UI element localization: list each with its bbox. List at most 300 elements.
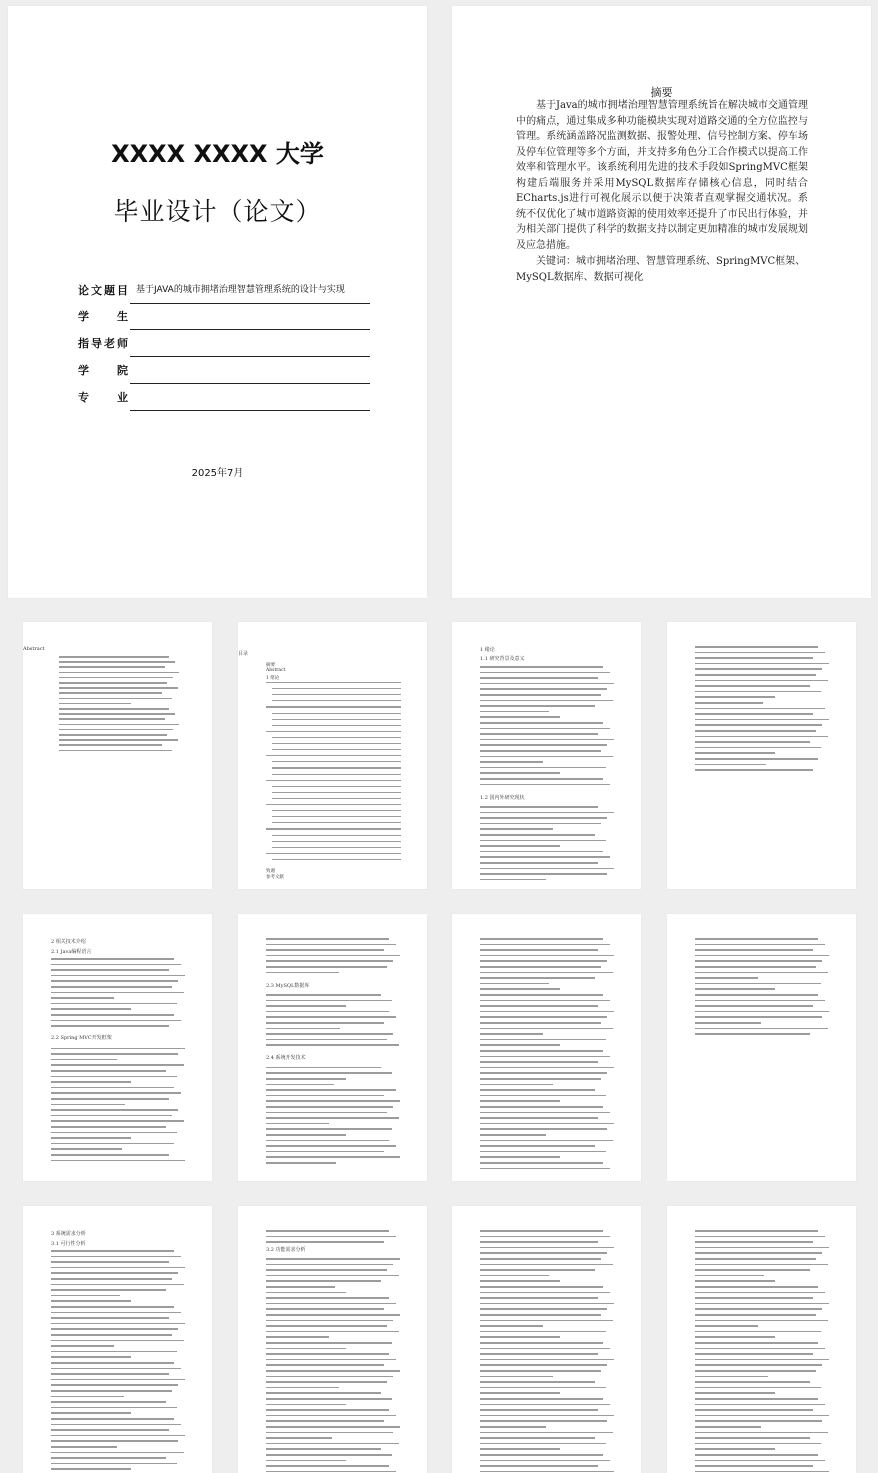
- text-line-placeholder: [480, 1336, 560, 1338]
- text-line-placeholder: [51, 1154, 169, 1156]
- text-line-placeholder: [480, 1134, 546, 1136]
- thumb-heading: 目录: [238, 651, 249, 657]
- text-line-placeholder: [480, 845, 560, 847]
- text-line-placeholder: [480, 949, 598, 951]
- text-line-placeholder: [695, 1420, 822, 1422]
- text-line-placeholder: [695, 1404, 825, 1406]
- text-line-placeholder: [51, 1070, 166, 1072]
- toc-line-placeholder: [266, 853, 401, 854]
- thumb-chapter2-page2[interactable]: [238, 914, 427, 1181]
- text-line-placeholder: [480, 1252, 607, 1254]
- toc-line-placeholder: [272, 792, 401, 793]
- text-line-placeholder: [480, 828, 553, 830]
- text-line-placeholder: [695, 938, 818, 940]
- text-line-placeholder: [695, 1236, 825, 1238]
- thumb-subheading: 2.3 MySQL数据库: [266, 983, 310, 989]
- text-line-placeholder: [695, 1443, 821, 1445]
- text-line-placeholder: [480, 722, 603, 724]
- toc-line-placeholder: [272, 816, 401, 817]
- text-line-placeholder: [51, 1412, 131, 1414]
- text-line-placeholder: [51, 1025, 169, 1027]
- text-line-placeholder: [59, 744, 162, 746]
- text-line-placeholder: [266, 1258, 400, 1260]
- text-line-placeholder: [266, 1454, 392, 1456]
- text-line-placeholder: [480, 868, 614, 870]
- thumb-chapter3-page1[interactable]: [23, 1206, 212, 1473]
- text-line-placeholder: [51, 997, 114, 999]
- toc-line-placeholder: [272, 774, 401, 775]
- toc-line-placeholder: [266, 804, 401, 805]
- text-line-placeholder: [480, 1061, 598, 1063]
- text-line-placeholder: [695, 1241, 813, 1243]
- text-line-placeholder: [480, 1028, 613, 1030]
- text-line-placeholder: [51, 1059, 117, 1061]
- text-line-placeholder: [480, 1471, 614, 1473]
- text-line-placeholder: [51, 1076, 177, 1078]
- text-line-placeholder: [695, 1258, 816, 1260]
- text-line-placeholder: [51, 1424, 181, 1426]
- university-name: XXXX XXXX 大学: [111, 140, 324, 168]
- thumb-subheading: 1.2 国内外研究现状: [480, 795, 525, 801]
- text-line-placeholder: [695, 674, 816, 676]
- text-line-placeholder: [51, 1064, 184, 1066]
- text-line-placeholder: [695, 1331, 821, 1333]
- toc-entry: Abstract: [266, 668, 286, 673]
- text-line-placeholder: [266, 994, 381, 996]
- text-line-placeholder: [51, 1081, 131, 1083]
- text-line-placeholder: [266, 1039, 387, 1041]
- text-line-placeholder: [266, 1117, 399, 1119]
- text-line-placeholder: [480, 1156, 560, 1158]
- text-line-placeholder: [51, 1143, 174, 1145]
- text-line-placeholder: [51, 1261, 169, 1263]
- thumb-chapter3-page2[interactable]: [238, 1206, 427, 1473]
- thumb-english-abstract[interactable]: [23, 622, 212, 889]
- toc-line-placeholder: [272, 737, 401, 738]
- text-line-placeholder: [480, 1286, 603, 1288]
- text-line-placeholder: [51, 1468, 131, 1470]
- text-line-placeholder: [695, 1005, 813, 1007]
- text-line-placeholder: [695, 1381, 810, 1383]
- text-line-placeholder: [266, 1342, 392, 1344]
- thumb-subheading: 2.4 系统开发技术: [266, 1055, 306, 1061]
- text-line-placeholder: [266, 1303, 396, 1305]
- text-line-placeholder: [480, 840, 606, 842]
- text-line-placeholder: [266, 1123, 329, 1125]
- cover-date: 2025年7月: [191, 468, 244, 479]
- thumb-chapter1-page1[interactable]: [452, 622, 641, 889]
- text-line-placeholder: [480, 862, 598, 864]
- text-line-placeholder: [695, 1342, 818, 1344]
- text-line-placeholder: [266, 1432, 393, 1434]
- text-line-placeholder: [480, 1342, 603, 1344]
- text-line-placeholder: [695, 758, 818, 760]
- text-line-placeholder: [480, 1448, 560, 1450]
- text-line-placeholder: [695, 988, 775, 990]
- text-line-placeholder: [695, 1320, 828, 1322]
- text-line-placeholder: [480, 1415, 614, 1417]
- text-line-placeholder: [480, 1033, 543, 1035]
- text-line-placeholder: [480, 716, 560, 718]
- text-line-placeholder: [266, 1437, 332, 1439]
- text-line-placeholder: [480, 1432, 613, 1434]
- text-line-placeholder: [266, 1398, 392, 1400]
- text-line-placeholder: [480, 1005, 598, 1007]
- text-line-placeholder: [695, 752, 775, 754]
- text-line-placeholder: [266, 1264, 393, 1266]
- text-line-placeholder: [51, 986, 172, 988]
- toc-line-placeholder: [272, 786, 401, 787]
- text-line-placeholder: [266, 1162, 336, 1164]
- text-line-placeholder: [480, 823, 601, 825]
- text-line-placeholder: [51, 1104, 125, 1106]
- text-line-placeholder: [59, 682, 167, 684]
- text-line-placeholder: [695, 691, 821, 693]
- text-line-placeholder: [695, 1308, 822, 1310]
- text-line-placeholder: [266, 966, 387, 968]
- text-line-placeholder: [51, 1323, 185, 1325]
- text-line-placeholder: [266, 1000, 392, 1002]
- text-line-placeholder: [695, 1275, 764, 1277]
- toc-line-placeholder: [272, 847, 401, 848]
- text-line-placeholder: [51, 1312, 181, 1314]
- text-line-placeholder: [51, 1463, 177, 1465]
- toc-entry: 致谢: [266, 869, 275, 874]
- toc-line-placeholder: [272, 694, 401, 695]
- text-line-placeholder: [266, 1095, 384, 1097]
- text-line-placeholder: [480, 1140, 613, 1142]
- text-line-placeholder: [51, 1160, 185, 1162]
- text-line-placeholder: [266, 1415, 396, 1417]
- text-line-placeholder: [266, 1320, 393, 1322]
- thumb-chapter2-page3[interactable]: [452, 914, 641, 1181]
- toc-line-placeholder: [272, 767, 401, 768]
- text-line-placeholder: [480, 1011, 614, 1013]
- text-line-placeholder: [695, 1230, 818, 1232]
- text-line-placeholder: [51, 1256, 181, 1258]
- thumb-chapter2-page1[interactable]: [23, 914, 212, 1181]
- thumb-table-of-contents[interactable]: [238, 622, 427, 889]
- toc-line-placeholder: [266, 731, 401, 732]
- text-line-placeholder: [480, 1168, 610, 1170]
- cover-field-underline: [130, 410, 370, 411]
- text-line-placeholder: [266, 1392, 381, 1394]
- text-line-placeholder: [266, 1028, 340, 1030]
- text-line-placeholder: [480, 851, 603, 853]
- text-line-placeholder: [480, 1100, 560, 1102]
- text-line-placeholder: [695, 1376, 768, 1378]
- text-line-placeholder: [480, 1247, 614, 1249]
- thumb-subheading: 1.1 研究背景及意义: [480, 656, 525, 662]
- thesis-type-title: 毕业设计（论文）: [113, 197, 322, 226]
- text-line-placeholder: [266, 1359, 396, 1361]
- text-line-placeholder: [51, 1351, 177, 1353]
- text-line-placeholder: [266, 1033, 393, 1035]
- toc-line-placeholder: [266, 706, 401, 707]
- toc-entry: 参考文献: [266, 875, 284, 880]
- text-line-placeholder: [480, 1280, 560, 1282]
- text-line-placeholder: [266, 949, 384, 951]
- text-line-placeholder: [695, 730, 816, 732]
- text-line-placeholder: [480, 767, 606, 769]
- cover-field-label: 学生: [78, 310, 128, 323]
- text-line-placeholder: [480, 1320, 613, 1322]
- abstract-page: [452, 6, 871, 598]
- text-line-placeholder: [266, 1286, 335, 1288]
- text-line-placeholder: [480, 1089, 595, 1091]
- text-line-placeholder: [51, 1132, 177, 1134]
- text-line-placeholder: [266, 1409, 389, 1411]
- text-line-placeholder: [695, 1286, 818, 1288]
- text-line-placeholder: [480, 1292, 610, 1294]
- text-line-placeholder: [480, 879, 546, 881]
- text-line-placeholder: [480, 1000, 610, 1002]
- text-line-placeholder: [695, 1426, 761, 1428]
- text-line-placeholder: [266, 1089, 396, 1091]
- text-line-placeholder: [51, 1334, 172, 1336]
- text-line-placeholder: [695, 977, 758, 979]
- text-line-placeholder: [480, 1370, 601, 1372]
- text-line-placeholder: [695, 680, 828, 682]
- abstract-keywords: 关键词：城市拥堵治理、智慧管理系统、SpringMVC框架、MySQL数据库、数据可视化: [516, 256, 806, 283]
- text-line-placeholder: [266, 1336, 329, 1338]
- text-line-placeholder: [695, 708, 825, 710]
- text-line-placeholder: [480, 955, 614, 957]
- text-line-placeholder: [695, 1471, 829, 1473]
- toc-line-placeholder: [272, 859, 401, 860]
- text-line-placeholder: [51, 1452, 184, 1454]
- text-line-placeholder: [51, 1087, 174, 1089]
- thumb-heading: 2 相关技术介绍: [51, 939, 86, 945]
- text-line-placeholder: [695, 702, 763, 704]
- text-line-placeholder: [695, 1292, 825, 1294]
- text-line-placeholder: [695, 1280, 775, 1282]
- text-line-placeholder: [695, 1409, 813, 1411]
- text-line-placeholder: [480, 960, 607, 962]
- text-line-placeholder: [51, 1284, 184, 1286]
- text-line-placeholder: [480, 988, 560, 990]
- text-line-placeholder: [480, 817, 607, 819]
- cover-field-underline: [130, 383, 370, 384]
- text-line-placeholder: [51, 1098, 169, 1100]
- text-line-placeholder: [480, 834, 595, 836]
- text-line-placeholder: [480, 977, 595, 979]
- toc-line-placeholder: [272, 688, 401, 689]
- text-line-placeholder: [480, 750, 601, 752]
- toc-entry: 摘要: [266, 663, 275, 668]
- text-line-placeholder: [480, 1236, 610, 1238]
- text-line-placeholder: [480, 1392, 560, 1394]
- toc-line-placeholder: [272, 810, 401, 811]
- text-line-placeholder: [695, 764, 766, 766]
- text-line-placeholder: [266, 1016, 396, 1018]
- text-line-placeholder: [266, 1331, 399, 1333]
- text-line-placeholder: [480, 1364, 607, 1366]
- text-line-placeholder: [266, 1151, 384, 1153]
- text-line-placeholder: [51, 1440, 178, 1442]
- text-line-placeholder: [266, 972, 339, 974]
- text-line-placeholder: [695, 1364, 822, 1366]
- text-line-placeholder: [51, 1048, 185, 1050]
- text-line-placeholder: [480, 1128, 607, 1130]
- text-line-placeholder: [51, 1003, 177, 1005]
- text-line-placeholder: [266, 1128, 392, 1130]
- text-line-placeholder: [266, 1022, 384, 1024]
- text-line-placeholder: [266, 1308, 384, 1310]
- text-line-placeholder: [480, 1095, 606, 1097]
- text-line-placeholder: [266, 1353, 389, 1355]
- cover-field-underline: [130, 356, 370, 357]
- text-line-placeholder: [480, 994, 603, 996]
- toc-entry: 1 绪论: [266, 676, 280, 681]
- thumb-chapter2-page4[interactable]: [667, 914, 856, 1181]
- text-line-placeholder: [480, 1022, 601, 1024]
- text-line-placeholder: [695, 1028, 828, 1030]
- text-line-placeholder: [480, 812, 614, 814]
- text-line-placeholder: [51, 1446, 117, 1448]
- text-line-placeholder: [59, 724, 179, 726]
- text-line-placeholder: [266, 1134, 346, 1136]
- toc-line-placeholder: [272, 822, 401, 823]
- text-line-placeholder: [480, 1404, 610, 1406]
- toc-line-placeholder: [272, 700, 401, 701]
- text-line-placeholder: [51, 1092, 181, 1094]
- thumb-subheading: 2.1 Java编程语言: [51, 949, 92, 955]
- text-line-placeholder: [51, 1340, 184, 1342]
- text-line-placeholder: [59, 703, 131, 705]
- text-line-placeholder: [266, 1292, 346, 1294]
- toc-line-placeholder: [272, 743, 401, 744]
- text-line-placeholder: [51, 1384, 178, 1386]
- toc-line-placeholder: [266, 828, 401, 829]
- text-line-placeholder: [695, 1454, 818, 1456]
- text-line-placeholder: [266, 1381, 387, 1383]
- text-line-placeholder: [480, 677, 598, 679]
- text-line-placeholder: [480, 1258, 601, 1260]
- text-line-placeholder: [695, 1460, 825, 1462]
- text-line-placeholder: [695, 1398, 818, 1400]
- thumb-chapter3-page3[interactable]: [452, 1206, 641, 1473]
- cover-field-major: [78, 389, 378, 411]
- cover-field-college: [78, 362, 378, 384]
- cover-field-underline: [130, 303, 370, 304]
- text-line-placeholder: [480, 1359, 614, 1361]
- text-line-placeholder: [695, 685, 810, 687]
- text-line-placeholder: [695, 769, 813, 771]
- text-line-placeholder: [51, 1429, 169, 1431]
- text-line-placeholder: [480, 806, 598, 808]
- cover-field-advisor: [78, 335, 378, 357]
- text-line-placeholder: [59, 729, 173, 731]
- toc-line-placeholder: [266, 780, 401, 781]
- text-line-placeholder: [480, 1112, 610, 1114]
- text-line-placeholder: [695, 1247, 829, 1249]
- text-line-placeholder: [695, 1011, 829, 1013]
- text-line-placeholder: [480, 666, 603, 668]
- toc-line-placeholder: [272, 835, 401, 836]
- text-line-placeholder: [51, 1362, 174, 1364]
- text-line-placeholder: [51, 1120, 184, 1122]
- text-line-placeholder: [266, 1325, 387, 1327]
- text-line-placeholder: [695, 713, 813, 715]
- text-line-placeholder: [51, 1008, 131, 1010]
- text-line-placeholder: [480, 1426, 546, 1428]
- text-line-placeholder: [266, 955, 400, 957]
- text-line-placeholder: [266, 1297, 389, 1299]
- text-line-placeholder: [51, 1418, 174, 1420]
- text-line-placeholder: [51, 1396, 124, 1398]
- text-line-placeholder: [266, 1280, 381, 1282]
- text-line-placeholder: [51, 1014, 174, 1016]
- text-line-placeholder: [695, 657, 813, 659]
- text-line-placeholder: [480, 1460, 610, 1462]
- text-line-placeholder: [59, 692, 162, 694]
- text-line-placeholder: [695, 696, 775, 698]
- text-line-placeholder: [266, 1376, 393, 1378]
- text-line-placeholder: [480, 1437, 595, 1439]
- text-line-placeholder: [695, 1465, 813, 1467]
- text-line-placeholder: [480, 1067, 614, 1069]
- text-line-placeholder: [51, 1053, 178, 1055]
- text-line-placeholder: [695, 736, 828, 738]
- text-line-placeholder: [51, 1289, 166, 1291]
- text-line-placeholder: [480, 1264, 613, 1266]
- text-line-placeholder: [266, 1443, 399, 1445]
- thumb-chapter3-page4[interactable]: [667, 1206, 856, 1473]
- text-line-placeholder: [266, 1448, 381, 1450]
- text-line-placeholder: [51, 1373, 169, 1375]
- text-line-placeholder: [480, 983, 549, 985]
- toc-line-placeholder: [272, 725, 401, 726]
- cover-field-label: 专业: [78, 391, 128, 404]
- text-line-placeholder: [59, 708, 169, 710]
- text-line-placeholder: [480, 1117, 598, 1119]
- text-line-placeholder: [266, 960, 393, 962]
- text-line-placeholder: [266, 1426, 400, 1428]
- text-line-placeholder: [480, 1050, 603, 1052]
- text-line-placeholder: [480, 1078, 601, 1080]
- text-line-placeholder: [480, 1044, 560, 1046]
- text-line-placeholder: [480, 772, 560, 774]
- text-line-placeholder: [480, 1381, 595, 1383]
- text-line-placeholder: [480, 873, 607, 875]
- text-line-placeholder: [51, 1390, 172, 1392]
- text-line-placeholder: [480, 1353, 598, 1355]
- text-line-placeholder: [480, 1325, 543, 1327]
- text-line-placeholder: [480, 1072, 607, 1074]
- cover-field-label: 指导老师: [78, 337, 128, 350]
- text-line-placeholder: [480, 1376, 553, 1378]
- text-line-placeholder: [51, 1250, 174, 1252]
- text-line-placeholder: [51, 1379, 185, 1381]
- text-line-placeholder: [51, 958, 174, 960]
- text-line-placeholder: [51, 1272, 178, 1274]
- text-line-placeholder: [51, 1300, 131, 1302]
- abstract-heading: 摘要: [650, 86, 673, 99]
- thumb-chapter1-page2[interactable]: [667, 622, 856, 889]
- text-line-placeholder: [266, 1011, 389, 1013]
- text-line-placeholder: [266, 1241, 384, 1243]
- text-line-placeholder: [695, 646, 818, 648]
- text-line-placeholder: [695, 1325, 758, 1327]
- text-line-placeholder: [480, 1056, 610, 1058]
- text-line-placeholder: [695, 949, 813, 951]
- cover-field-value: 基于JAVA的城市拥堵治理智慧管理系统的设计与实现: [136, 285, 345, 295]
- text-line-placeholder: [51, 1148, 122, 1150]
- text-line-placeholder: [480, 1348, 610, 1350]
- text-line-placeholder: [266, 944, 396, 946]
- text-line-placeholder: [51, 1435, 185, 1437]
